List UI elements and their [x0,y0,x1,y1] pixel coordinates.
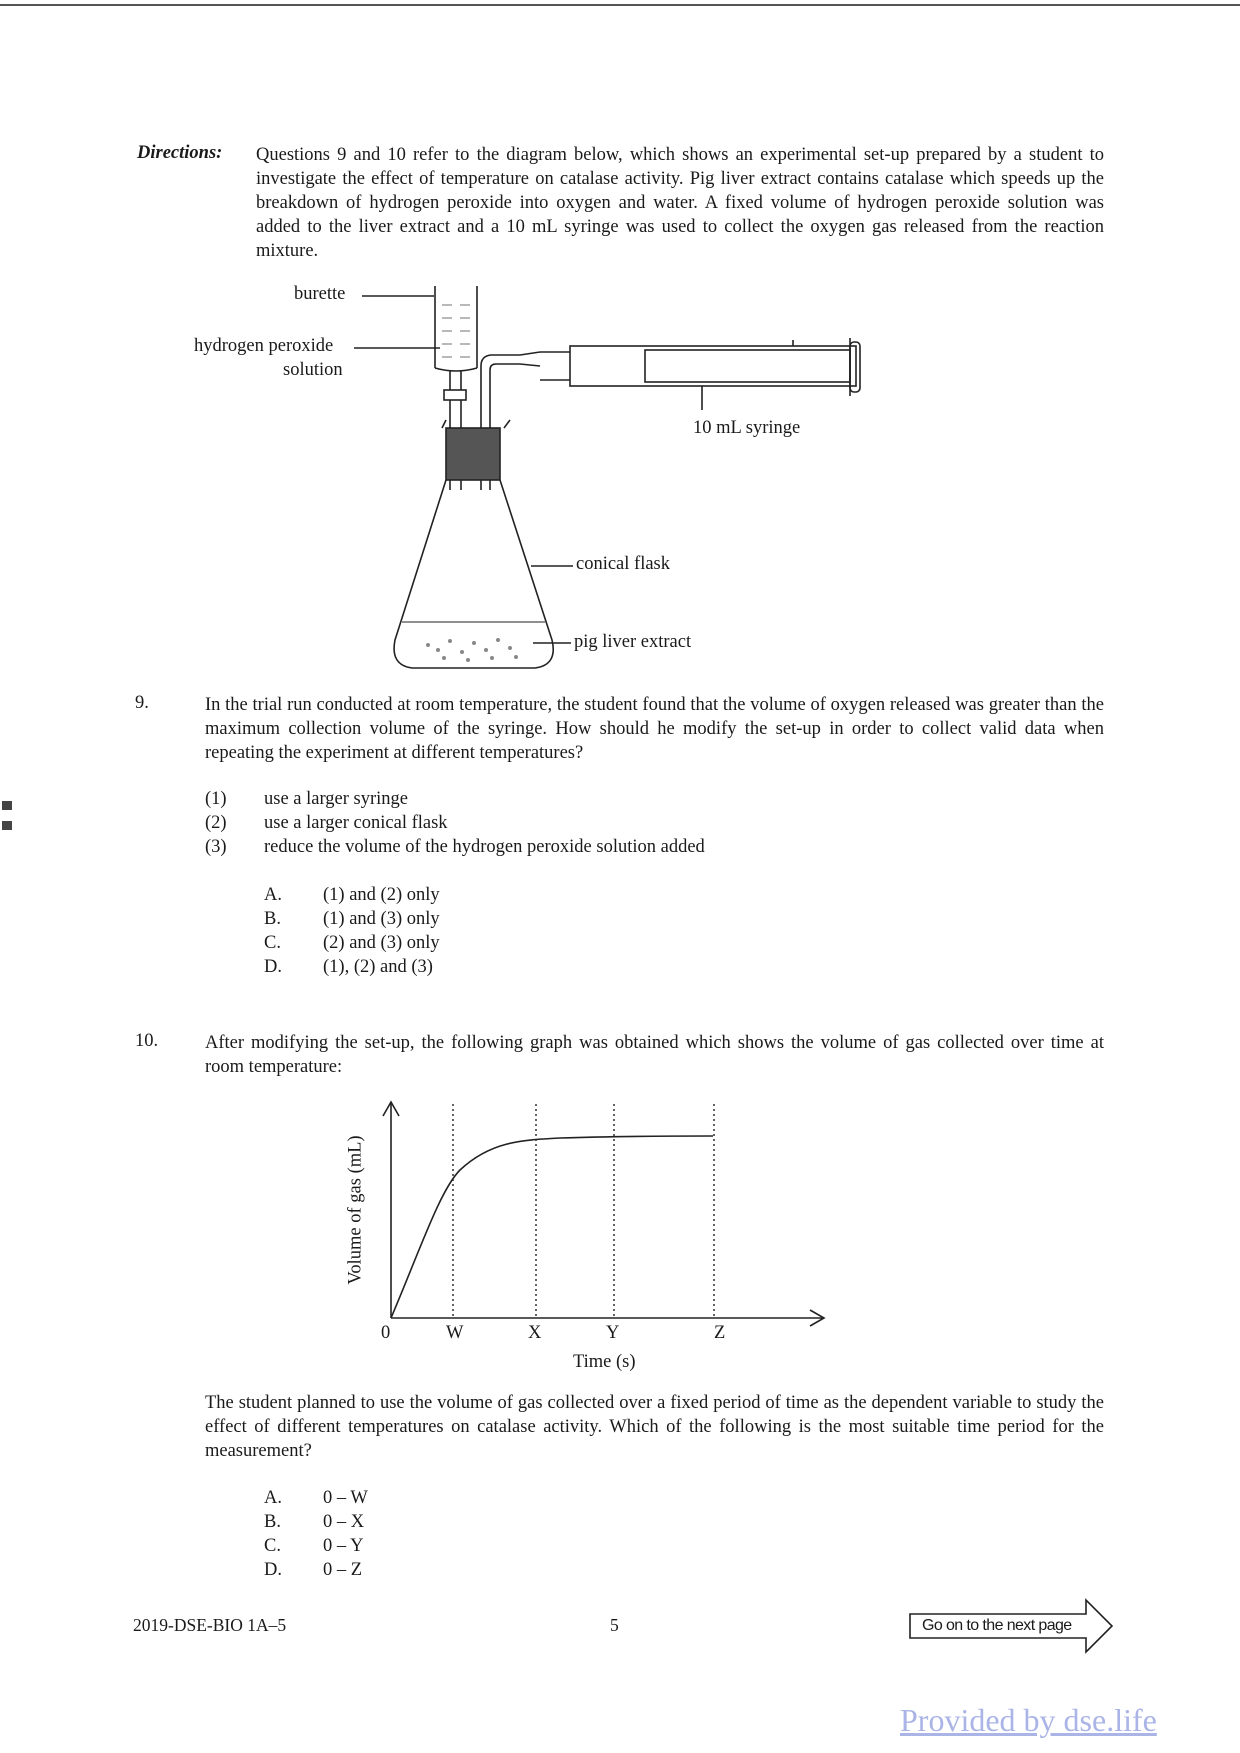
next-page-label: Go on to the next page [922,1617,1072,1634]
graph-tick-x: X [528,1323,542,1343]
q10-choice-b[interactable]: B. 0 – X [264,1512,365,1532]
extract-label: pig liver extract [574,632,692,652]
question-10-text-2: The student planned to use the volume of gas collected over a fixed period of time as the dependent variable to study the effect of different temperatures on catalase activity. Which of the following is the most suitable time period for the measurement? [205,1393,1104,1461]
q9-statement-3: (3) reduce the volume of the hydrogen peroxide solution added [205,837,705,857]
q10-choice-d[interactable]: D. 0 – Z [264,1560,363,1580]
question-10-number: 10. [135,1031,159,1051]
peroxide-label-line1: hydrogen peroxide [194,336,334,356]
gas-curve [391,1136,713,1318]
page-number: 5 [610,1615,619,1635]
question-10-text: After modifying the set-up, the following graph was obtained which shows the volume of gas collected over time at room temperature: [205,1033,1104,1077]
graph-ylabel: Volume of gas (mL) [345,1135,366,1285]
q9-choice-d[interactable]: D. (1), (2) and (3) [264,957,433,977]
q9-choice-a[interactable]: A. (1) and (2) only [264,885,440,905]
graph-origin-label: 0 [381,1323,391,1343]
graph-xlabel: Time (s) [573,1352,636,1372]
next-page-arrow [908,1598,1116,1654]
flask-label: conical flask [576,554,670,574]
footer-exam-code: 2019-DSE-BIO 1A–5 [133,1615,287,1635]
directions-label: Directions: [137,143,223,163]
syringe-label: 10 mL syringe [693,418,801,438]
q10-choice-a[interactable]: A. 0 – W [264,1488,368,1508]
question-9-text: In the trial run conducted at room temperature, the student found that the volume of oxygen released was greater than the maximum collection volume of the syringe. How should he modify the set-up in order to collect valid data when repeating the experiment at different temperatures? [205,695,1104,763]
watermark-link[interactable]: Provided by dse.life [900,1702,1157,1738]
q9-statement-2: (2) use a larger conical flask [205,813,448,833]
graph-tick-y: Y [606,1323,620,1343]
burette-label: burette [294,284,346,304]
peroxide-label-line2: solution [283,360,343,380]
graph-tick-w: W [446,1323,464,1343]
q9-choice-b[interactable]: B. (1) and (3) only [264,909,440,929]
graph-tick-z: Z [714,1323,726,1343]
question-9-number: 9. [135,693,149,713]
q10-choice-c[interactable]: C. 0 – Y [264,1536,364,1556]
q9-choice-c[interactable]: C. (2) and (3) only [264,933,440,953]
directions-text: Questions 9 and 10 refer to the diagram below, which shows an experimental set-up prepared by a student to investigate the effect of temperature on catalase activity. Pig liver extract contains catalase which speeds up the breakdown of hydrogen peroxide into oxygen and water. A fixed volume of hydrogen peroxide solution was added to the liver extract and a 10 mL syringe was used to collect the oxygen gas released from the reaction mixture. [256,145,1104,261]
q9-statement-1: (1) use a larger syringe [205,789,409,809]
